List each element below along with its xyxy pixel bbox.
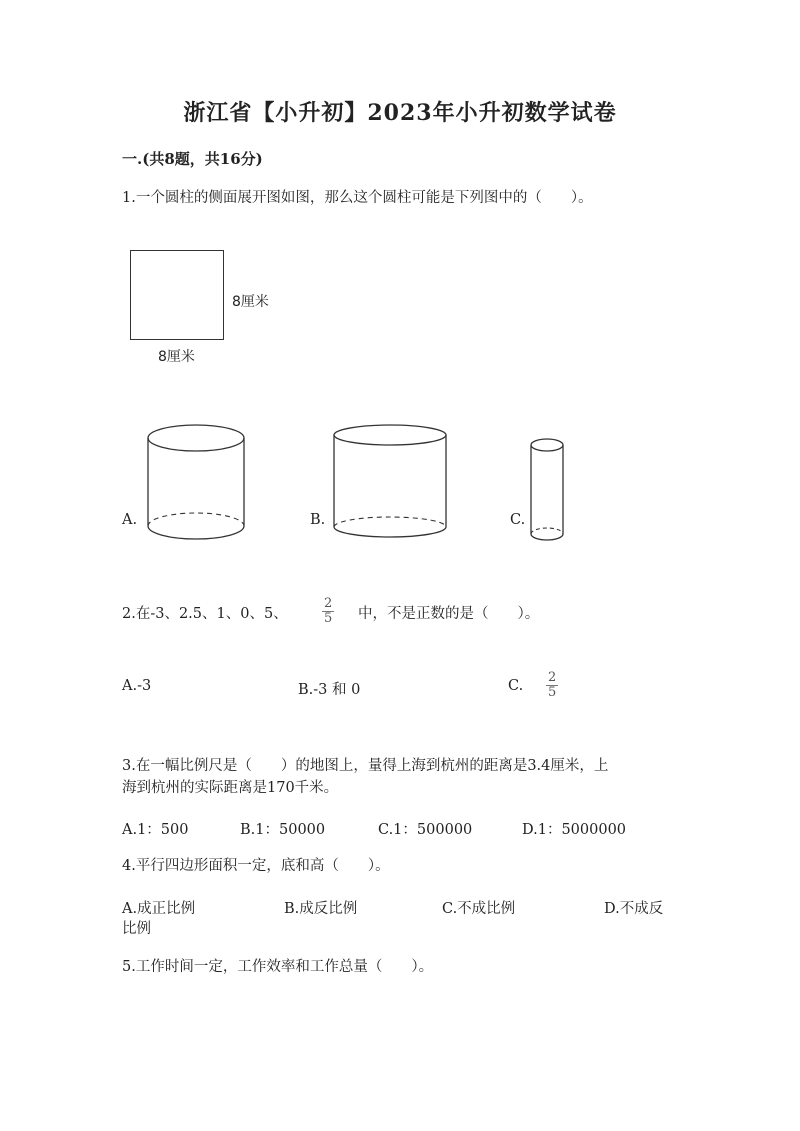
question-2-text-before: 2.在-3、2.5、1、0、5、 <box>122 606 288 622</box>
q2-option-c: C. <box>508 678 524 694</box>
question-3-line-1: 3.在一幅比例尺是（ ）的地图上，量得上海到杭州的距离是3.4厘米，上 <box>122 758 609 774</box>
question-4-text: 4.平行四边形面积一定，底和高（ ）。 <box>122 858 390 874</box>
option-c-denominator: 5 <box>548 685 557 700</box>
question-2-text-after: 中，不是正数的是（ ）。 <box>358 606 540 622</box>
q4-option-c: C.不成比例 <box>442 901 516 917</box>
fraction-denominator: 5 <box>324 611 333 626</box>
q4-option-d: D.不成反 <box>604 901 664 917</box>
square-bottom-label: 8厘米 <box>158 349 195 365</box>
q3-option-d: D.1：5000000 <box>522 822 627 838</box>
q1-option-b-label: B. <box>310 512 326 528</box>
cylinder-b-figure <box>328 420 452 546</box>
q1-option-a-label: A. <box>122 512 138 528</box>
question-3-line-2: 海到杭州的实际距离是170千米。 <box>122 780 339 796</box>
q2-option-a: A.-3 <box>122 678 152 694</box>
q4-option-b: B.成反比例 <box>284 901 358 917</box>
q3-option-b: B.1：50000 <box>240 822 326 838</box>
page-title: 浙江省【小升初】2023年小升初数学试卷 <box>183 100 617 126</box>
question-5-text: 5.工作时间一定，工作效率和工作总量（ ）。 <box>122 959 434 975</box>
square-side-label: 8厘米 <box>232 294 269 310</box>
q3-option-a: A.1：500 <box>122 822 189 838</box>
q4-option-a: A.成正比例 <box>122 901 196 917</box>
question-2-fraction <box>322 597 334 626</box>
q4-option-d-wrap: 比例 <box>122 921 151 937</box>
q1-option-c-label: C. <box>510 512 526 528</box>
question-1-text: 1.一个圆柱的侧面展开图如图，那么这个圆柱可能是下列图中的（ ）。 <box>122 190 593 206</box>
option-c-numerator: 2 <box>548 670 557 685</box>
q2-option-c-fraction <box>546 671 558 700</box>
q3-option-c: C.1：500000 <box>378 822 473 838</box>
fraction-numerator: 2 <box>324 596 333 611</box>
cylinder-c-figure <box>526 432 568 548</box>
unfolded-square-figure <box>130 250 224 340</box>
q2-option-b: B.-3 和 0 <box>298 682 361 698</box>
section-heading: 一.(共8题，共16分) <box>122 150 263 168</box>
cylinder-a-figure <box>144 420 248 546</box>
